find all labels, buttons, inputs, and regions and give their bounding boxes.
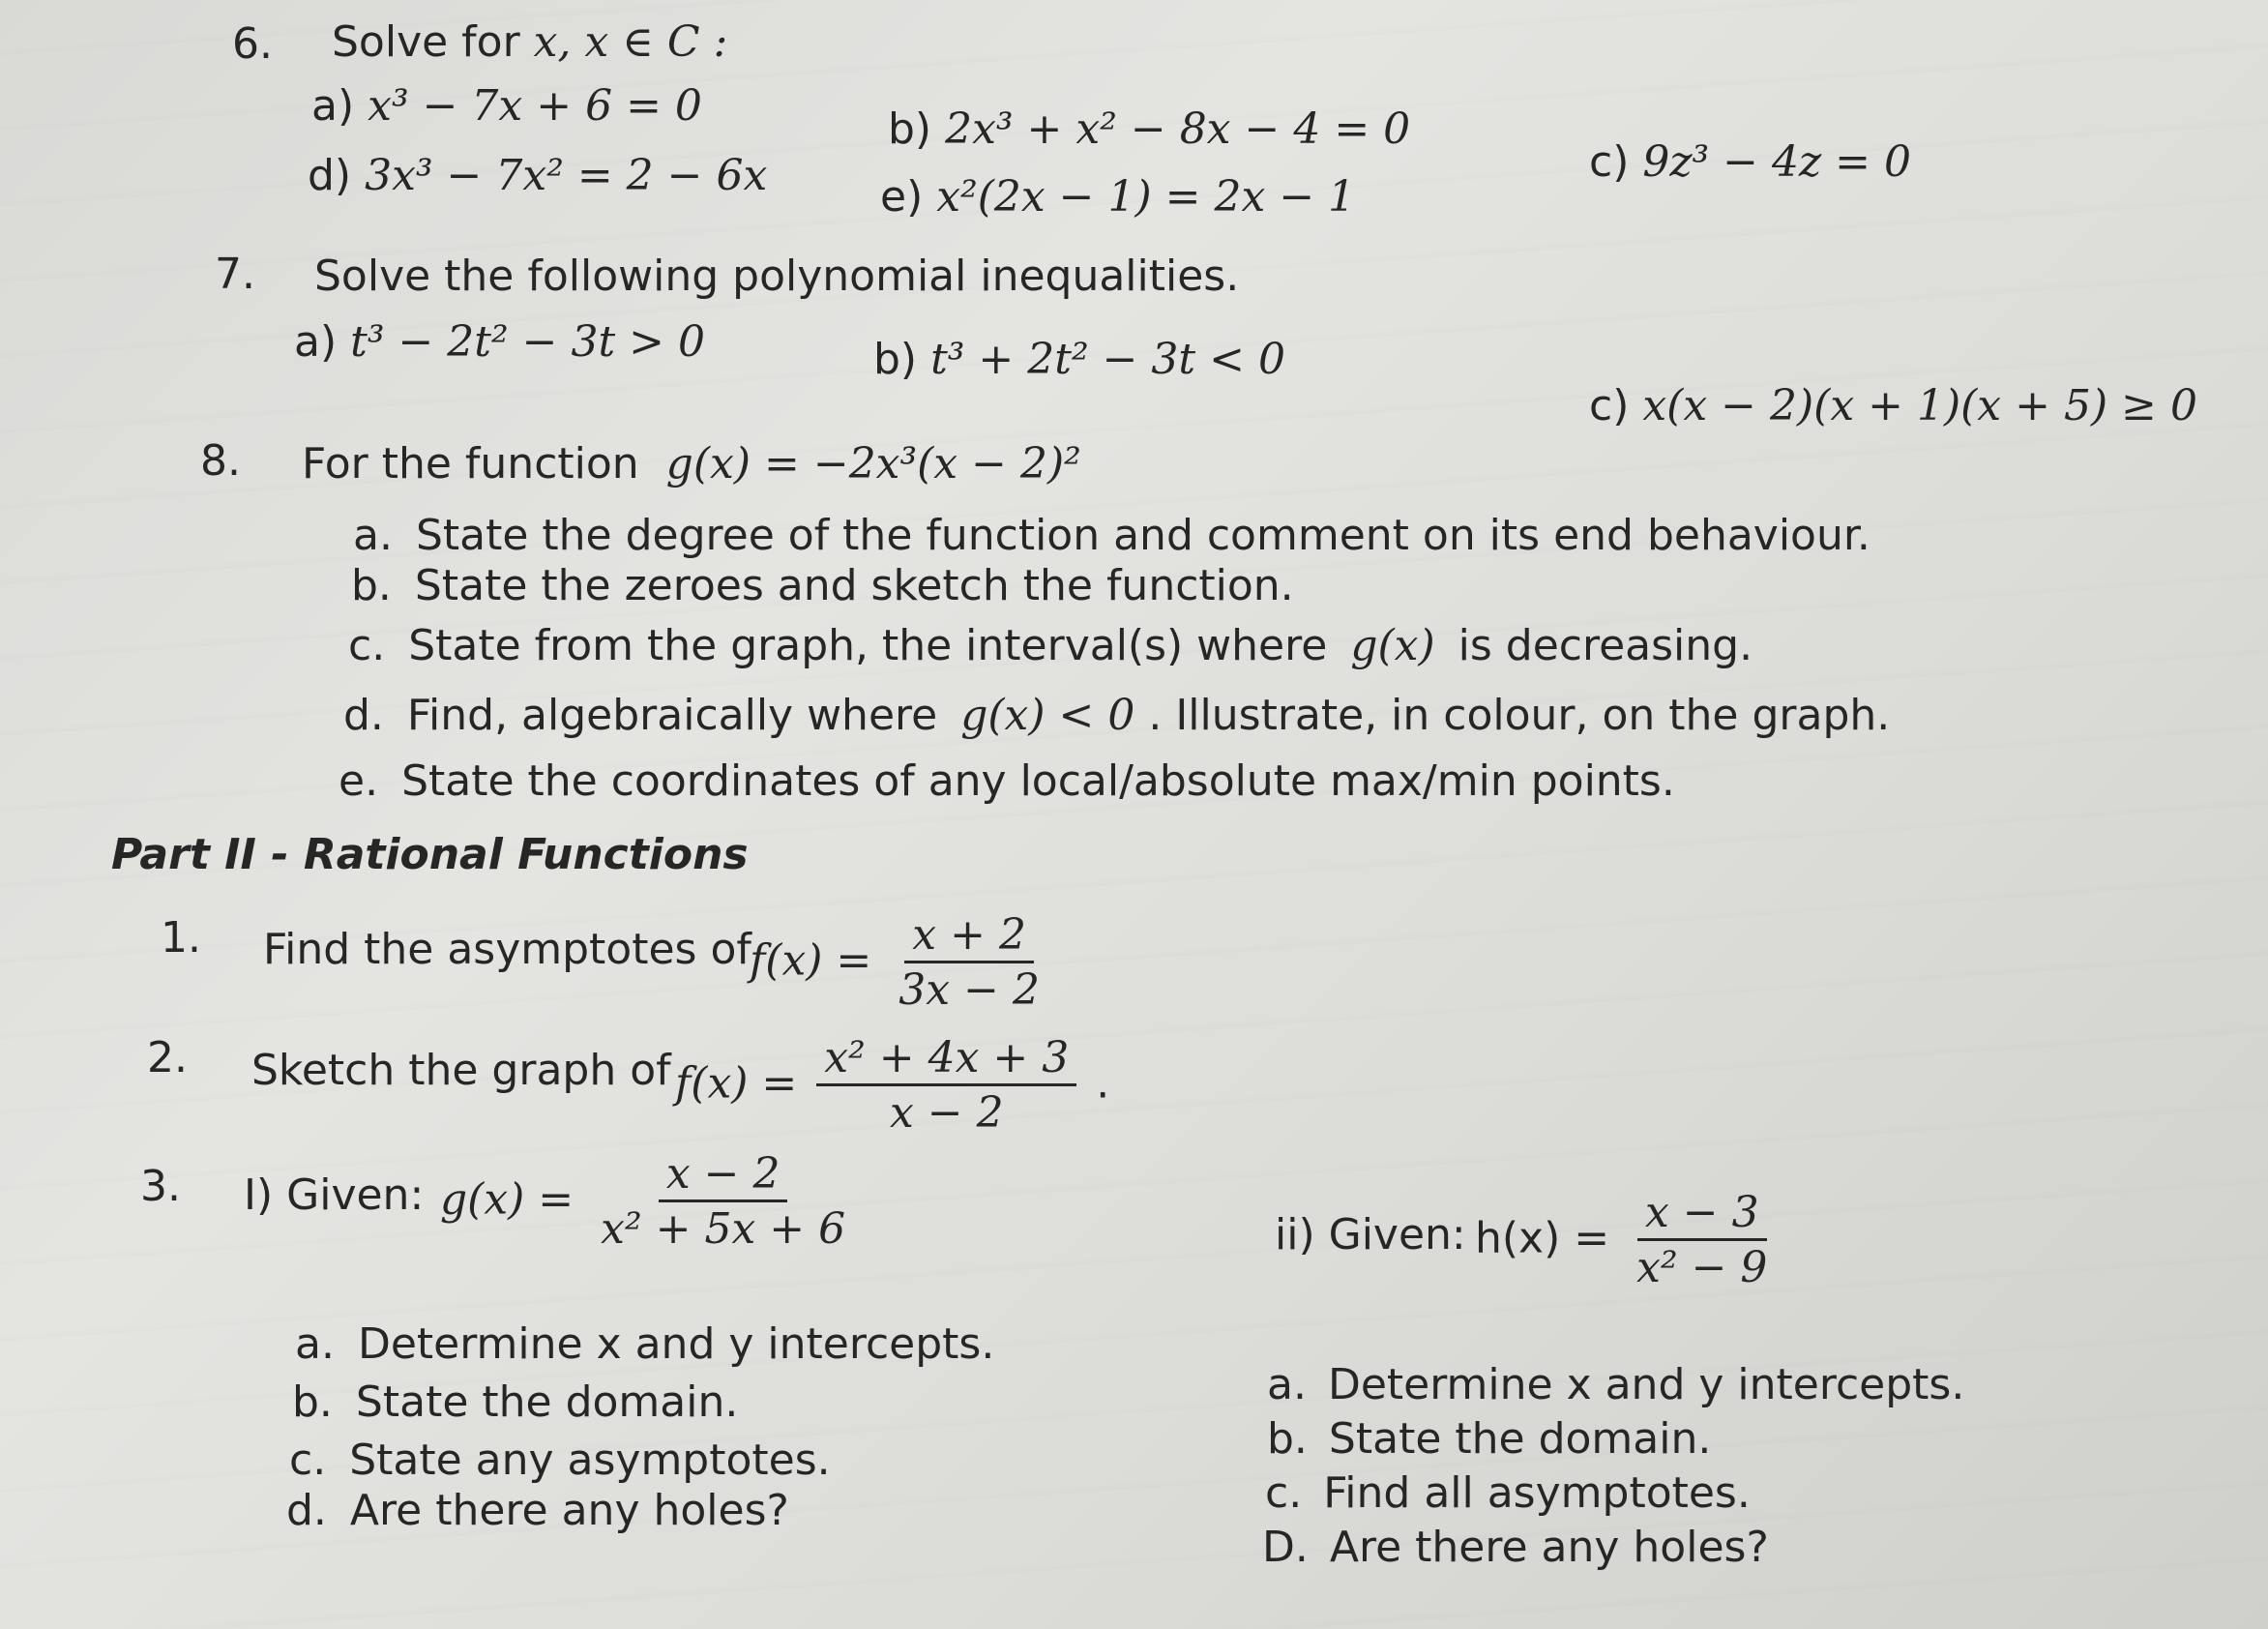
q8d-label: d. bbox=[343, 691, 384, 740]
q8-prompt-text: For the function bbox=[302, 439, 639, 489]
r3-number: 3. bbox=[140, 1162, 181, 1211]
q8d-text-before: Find, algebraically where bbox=[406, 691, 938, 740]
q7b-expr: t³ + 2t² − 3t < 0 bbox=[930, 335, 1285, 384]
r1-fraction bbox=[891, 910, 1047, 1015]
r3-right-d-text: Are there any holes? bbox=[1329, 1523, 1769, 1572]
r3-right-b-text: State the domain. bbox=[1328, 1414, 1712, 1464]
r2-prompt: Sketch the graph of bbox=[251, 1046, 671, 1095]
q7-prompt: Solve the following polynomial inequalities. bbox=[314, 252, 1240, 301]
r3-right-a-text: Determine x and y intercepts. bbox=[1327, 1360, 1965, 1409]
q8a bbox=[353, 511, 1870, 560]
r3-left-c-text: State any asymptotes. bbox=[349, 1436, 831, 1485]
part2-title: Part II - Rational Functions bbox=[111, 830, 749, 879]
q7a-label: a) bbox=[294, 317, 338, 367]
r3-i-formula bbox=[440, 1149, 859, 1254]
r2-lhs: f(x) = bbox=[675, 1058, 798, 1109]
q6-number: 6. bbox=[232, 19, 273, 69]
r3-right-d bbox=[1262, 1523, 1769, 1572]
r3-right-d-label: D. bbox=[1262, 1523, 1309, 1572]
r3-left-a-text: Determine x and y intercepts. bbox=[357, 1319, 995, 1369]
r3-ii-lhs: h(x) = bbox=[1475, 1213, 1610, 1263]
r3-ii-prompt: ii) Given: bbox=[1275, 1210, 1466, 1259]
r3-i-denominator: x² + 5x + 6 bbox=[601, 1204, 846, 1254]
r3-right-b bbox=[1267, 1414, 1712, 1464]
q6a-expr: x³ − 7x + 6 = 0 bbox=[368, 81, 702, 131]
r1-lhs: f(x) = bbox=[750, 935, 872, 986]
r3-right-c-text: Find all asymptotes. bbox=[1323, 1468, 1751, 1518]
r3-ii-numerator: x − 3 bbox=[1637, 1192, 1767, 1241]
r1-formula bbox=[750, 910, 1053, 1015]
r2-formula bbox=[675, 1033, 1110, 1138]
q6e-label: e) bbox=[880, 172, 924, 222]
q6d bbox=[308, 151, 768, 200]
r3-i-lhs: g(x) = bbox=[440, 1174, 574, 1225]
q8b bbox=[351, 561, 1294, 610]
q7b-label: b) bbox=[873, 335, 918, 384]
q7-number: 7. bbox=[215, 250, 255, 299]
q8a-text: State the degree of the function and comment on its end behaviour. bbox=[415, 511, 1870, 560]
r1-number: 1. bbox=[161, 913, 201, 963]
q8c-math: g(x) bbox=[1350, 621, 1435, 670]
q6b bbox=[888, 104, 1411, 154]
q8-number: 8. bbox=[200, 436, 241, 486]
r3-left-d-text: Are there any holes? bbox=[349, 1486, 789, 1535]
q8-prompt bbox=[302, 439, 1081, 489]
r3-ii-formula bbox=[1475, 1188, 1781, 1292]
r1-numerator: x + 2 bbox=[904, 914, 1034, 963]
r3-right-b-label: b. bbox=[1267, 1414, 1308, 1464]
r3-ii-fraction bbox=[1629, 1188, 1775, 1292]
r3-i-fraction bbox=[593, 1149, 853, 1254]
r3-left-b-label: b. bbox=[292, 1377, 333, 1427]
q6b-expr: 2x³ + x² − 8x − 4 = 0 bbox=[945, 104, 1411, 154]
q8e-label: e. bbox=[339, 756, 379, 806]
r2-number: 2. bbox=[147, 1033, 188, 1082]
q7c-expr: x(x − 2)(x + 1)(x + 5) ≥ 0 bbox=[1642, 381, 2197, 430]
q6-prompt-text: Solve for bbox=[332, 17, 520, 67]
q6e bbox=[880, 172, 1356, 222]
r2-fraction bbox=[816, 1033, 1076, 1138]
q6e-expr: x²(2x − 1) = 2x − 1 bbox=[936, 172, 1356, 222]
r3-left-a-label: a. bbox=[295, 1319, 335, 1369]
r3-left-d bbox=[286, 1486, 789, 1535]
r3-left-b-text: State the domain. bbox=[355, 1377, 739, 1427]
q8a-label: a. bbox=[353, 511, 393, 560]
q6-prompt bbox=[332, 17, 728, 67]
r3-right-c-label: c. bbox=[1265, 1468, 1303, 1518]
r3-i-numerator: x − 2 bbox=[659, 1153, 788, 1202]
r3-left-a bbox=[295, 1319, 995, 1369]
q8c-label: c. bbox=[348, 621, 386, 670]
r3-ii-denominator: x² − 9 bbox=[1636, 1243, 1768, 1292]
r2-denominator: x − 2 bbox=[889, 1088, 1004, 1138]
r3-left-d-label: d. bbox=[286, 1486, 327, 1535]
q8b-text: State the zeroes and sketch the function. bbox=[414, 561, 1294, 610]
q7a bbox=[294, 317, 705, 367]
q6c-expr: 9z³ − 4z = 0 bbox=[1642, 137, 1912, 187]
q7c bbox=[1589, 381, 2197, 430]
q6c bbox=[1589, 137, 1912, 187]
r3-left-c bbox=[289, 1436, 831, 1485]
q6b-label: b) bbox=[888, 104, 932, 154]
r3-right-c bbox=[1265, 1468, 1751, 1518]
q7c-label: c) bbox=[1589, 381, 1630, 430]
q7a-expr: t³ − 2t² − 3t > 0 bbox=[350, 317, 705, 367]
r3-right-a bbox=[1267, 1360, 1965, 1409]
q8e bbox=[339, 756, 1675, 806]
q8c-text-before: State from the graph, the interval(s) where bbox=[408, 621, 1328, 670]
r1-prompt: Find the asymptotes of bbox=[263, 925, 751, 974]
q6a-label: a) bbox=[311, 81, 355, 131]
r2-end: . bbox=[1096, 1058, 1110, 1109]
r3-i-prompt: I) Given: bbox=[244, 1170, 425, 1220]
q8-function: g(x) = −2x³(x − 2)² bbox=[665, 439, 1081, 489]
r3-right-a-label: a. bbox=[1267, 1360, 1307, 1409]
q6-prompt-math: x, x ∈ C : bbox=[533, 17, 728, 67]
r3-left-c-label: c. bbox=[289, 1436, 327, 1485]
r2-numerator: x² + 4x + 3 bbox=[816, 1037, 1076, 1086]
q8b-label: b. bbox=[351, 561, 392, 610]
q6a bbox=[311, 81, 702, 131]
q7b bbox=[873, 335, 1285, 384]
q6d-label: d) bbox=[308, 151, 352, 200]
q8e-text: State the coordinates of any local/absolute max/min points. bbox=[401, 756, 1675, 806]
r1-denominator: 3x − 2 bbox=[898, 965, 1040, 1015]
q6c-label: c) bbox=[1589, 137, 1630, 187]
q8d bbox=[343, 691, 1891, 740]
r3-left-b bbox=[292, 1377, 739, 1427]
q8c-text-after: is decreasing. bbox=[1458, 621, 1753, 670]
q6d-expr: 3x³ − 7x² = 2 − 6x bbox=[365, 151, 768, 200]
q8d-math: g(x) < 0 bbox=[960, 691, 1135, 740]
q8c bbox=[348, 621, 1753, 670]
q8d-text-after: . Illustrate, in colour, on the graph. bbox=[1148, 691, 1891, 740]
